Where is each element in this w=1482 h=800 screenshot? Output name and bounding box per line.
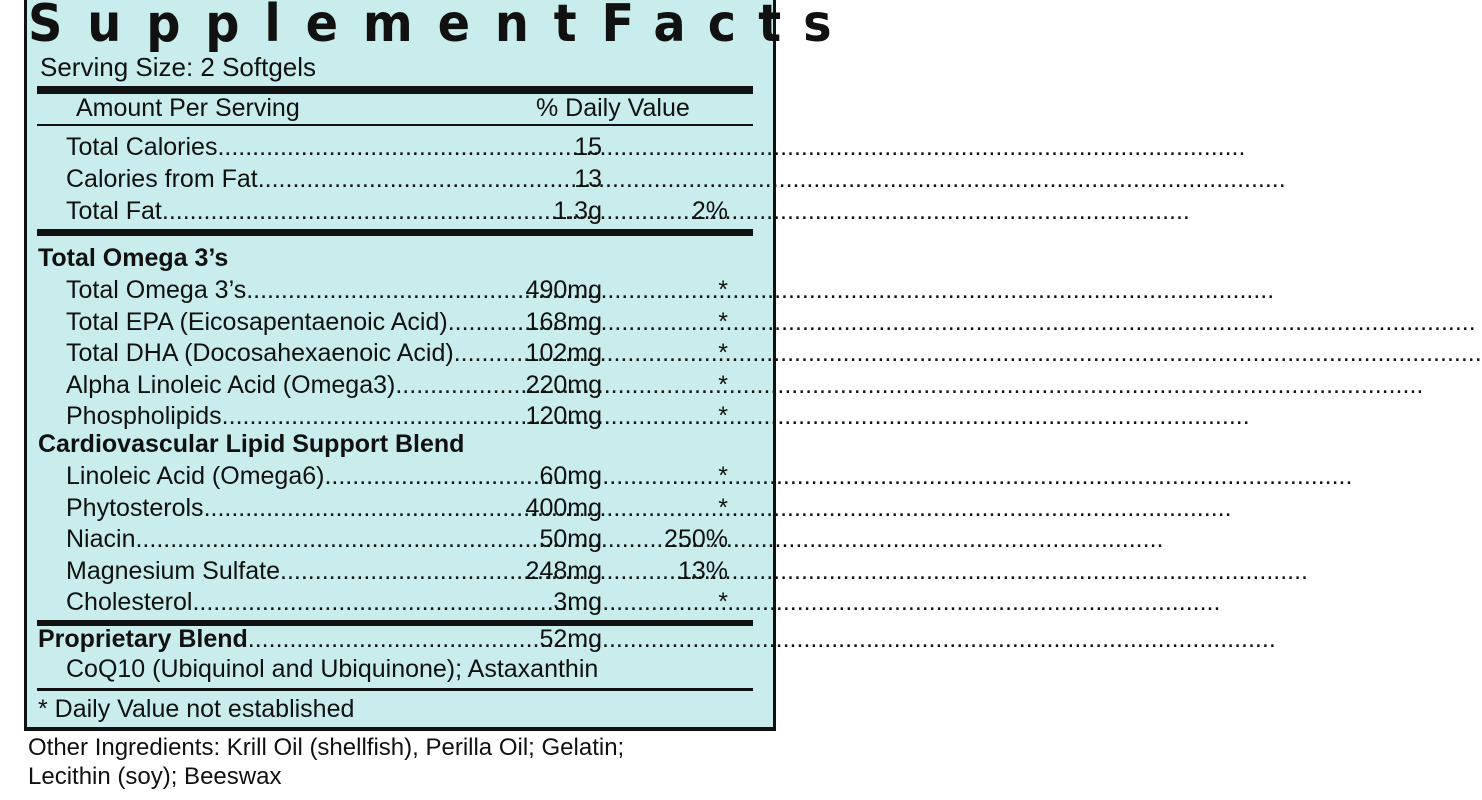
nutrient-amount: 1.3g bbox=[553, 197, 602, 225]
nutrient-amount: 120mg bbox=[525, 402, 602, 430]
nutrient-name: Total Calories bbox=[66, 133, 218, 161]
nutrient-daily-value: * bbox=[718, 307, 728, 336]
nutrient-name: Linoleic Acid (Omega6) bbox=[66, 462, 325, 490]
leader-dots bbox=[395, 370, 525, 400]
other-ingredients-line1: Other Ingredients: Krill Oil (shellfish), Perilla Oil; Gelatin; bbox=[28, 734, 625, 761]
nutrient-row bbox=[66, 522, 602, 554]
footnote-rule bbox=[37, 688, 753, 691]
nutrient-row bbox=[66, 368, 602, 400]
leader-dots bbox=[280, 556, 526, 586]
nutrient-name: Total EPA (Eicosapentaenoic Acid) bbox=[66, 307, 448, 336]
amount-per-serving-header: Amount Per Serving bbox=[76, 94, 300, 122]
nutrient-row bbox=[66, 336, 602, 368]
nutrient-daily-value: * bbox=[718, 462, 728, 490]
nutrient-name: Total DHA (Docosahexaenoic Acid) bbox=[66, 339, 454, 367]
serving-size: Serving Size: 2 Softgels bbox=[40, 52, 317, 82]
proprietary-blend-contents: CoQ10 (Ubiquinol and Ubiquinone); Astaxanthin bbox=[66, 655, 599, 683]
nutrient-daily-value: * bbox=[718, 339, 728, 367]
nutrient-daily-value bbox=[620, 163, 728, 195]
nutrient-daily-value: 250% bbox=[664, 525, 728, 553]
leader-dots bbox=[204, 493, 526, 523]
leader-dots bbox=[162, 196, 553, 226]
nutrient-row bbox=[66, 491, 602, 523]
nutrient-row bbox=[66, 305, 602, 337]
nutrient-name: Phospholipids bbox=[66, 402, 222, 430]
nutrient-name: Total Fat bbox=[66, 197, 162, 225]
nutrient-amount: 400mg bbox=[525, 493, 602, 522]
nutrient-daily-value: * bbox=[718, 493, 728, 522]
nutrient-amount: 220mg bbox=[525, 370, 602, 399]
cardio-heading: Cardiovascular Lipid Support Blend bbox=[38, 430, 465, 458]
nutrient-daily-value bbox=[620, 131, 728, 163]
nutrient-name: Niacin bbox=[66, 525, 136, 553]
nutrient-name: Calories from Fat bbox=[66, 165, 258, 193]
nutrient-row bbox=[66, 273, 602, 305]
header-rule bbox=[37, 124, 753, 126]
leader-dots bbox=[192, 587, 553, 617]
leader-dots bbox=[135, 524, 539, 554]
leader-dots bbox=[454, 338, 526, 368]
title-word-facts: Facts bbox=[601, 0, 854, 54]
nutrient-row bbox=[66, 162, 602, 194]
nutrient-amount: 50mg bbox=[539, 525, 602, 553]
nutrient-row bbox=[66, 554, 602, 586]
nutrient-name: Phytosterols bbox=[66, 493, 204, 522]
leader-dots bbox=[217, 132, 574, 162]
nutrient-amount: 168mg bbox=[525, 307, 602, 336]
panel-bottom-rule bbox=[24, 727, 776, 731]
nutrient-daily-value: * bbox=[718, 402, 728, 430]
nutrient-amount: 102mg bbox=[525, 339, 602, 367]
leader-dots bbox=[222, 401, 526, 431]
nutrient-name: Cholesterol bbox=[66, 588, 193, 616]
nutrient-amount: 13 bbox=[574, 165, 602, 193]
leader-dots bbox=[246, 275, 525, 305]
nutrient-daily-value: * bbox=[718, 370, 728, 399]
nutrient-amount: 60mg bbox=[539, 462, 602, 490]
nutrient-row bbox=[66, 194, 602, 226]
nutrient-row bbox=[66, 130, 602, 162]
leader-dots bbox=[324, 461, 539, 491]
nutrient-name: Total Omega 3’s bbox=[66, 276, 247, 304]
daily-value-header: % Daily Value bbox=[536, 94, 690, 122]
leader-dots bbox=[448, 307, 526, 337]
leader-dots bbox=[258, 164, 574, 194]
proprietary-blend-row bbox=[38, 622, 602, 654]
other-ingredients-line2: Lecithin (soy); Beeswax bbox=[28, 763, 282, 790]
nutrient-name: Magnesium Sulfate bbox=[66, 556, 281, 585]
proprietary-blend-amount: 52mg bbox=[539, 625, 602, 653]
nutrient-daily-value: * bbox=[718, 588, 728, 616]
nutrient-amount: 15 bbox=[574, 133, 602, 161]
leader-dots bbox=[248, 624, 540, 654]
footnote: * Daily Value not established bbox=[38, 695, 355, 723]
nutrient-daily-value: 13% bbox=[677, 556, 728, 585]
nutrient-amount: 490mg bbox=[525, 276, 602, 304]
nutrient-row bbox=[66, 459, 602, 491]
nutrient-row bbox=[66, 585, 602, 617]
title-word-supplement: Supplement bbox=[28, 0, 602, 54]
nutrient-daily-value: 2% bbox=[691, 197, 728, 225]
nutrient-name: Alpha Linoleic Acid (Omega3) bbox=[66, 370, 396, 399]
basic-section-rule bbox=[37, 229, 753, 236]
nutrient-amount: 3mg bbox=[553, 588, 602, 616]
nutrient-row bbox=[66, 399, 602, 431]
supplement-facts-title bbox=[28, 0, 854, 54]
nutrient-amount: 248mg bbox=[525, 556, 602, 585]
proprietary-blend-name: Proprietary Blend bbox=[38, 625, 248, 653]
nutrient-daily-value: * bbox=[718, 276, 728, 304]
omega-heading: Total Omega 3’s bbox=[38, 244, 229, 272]
